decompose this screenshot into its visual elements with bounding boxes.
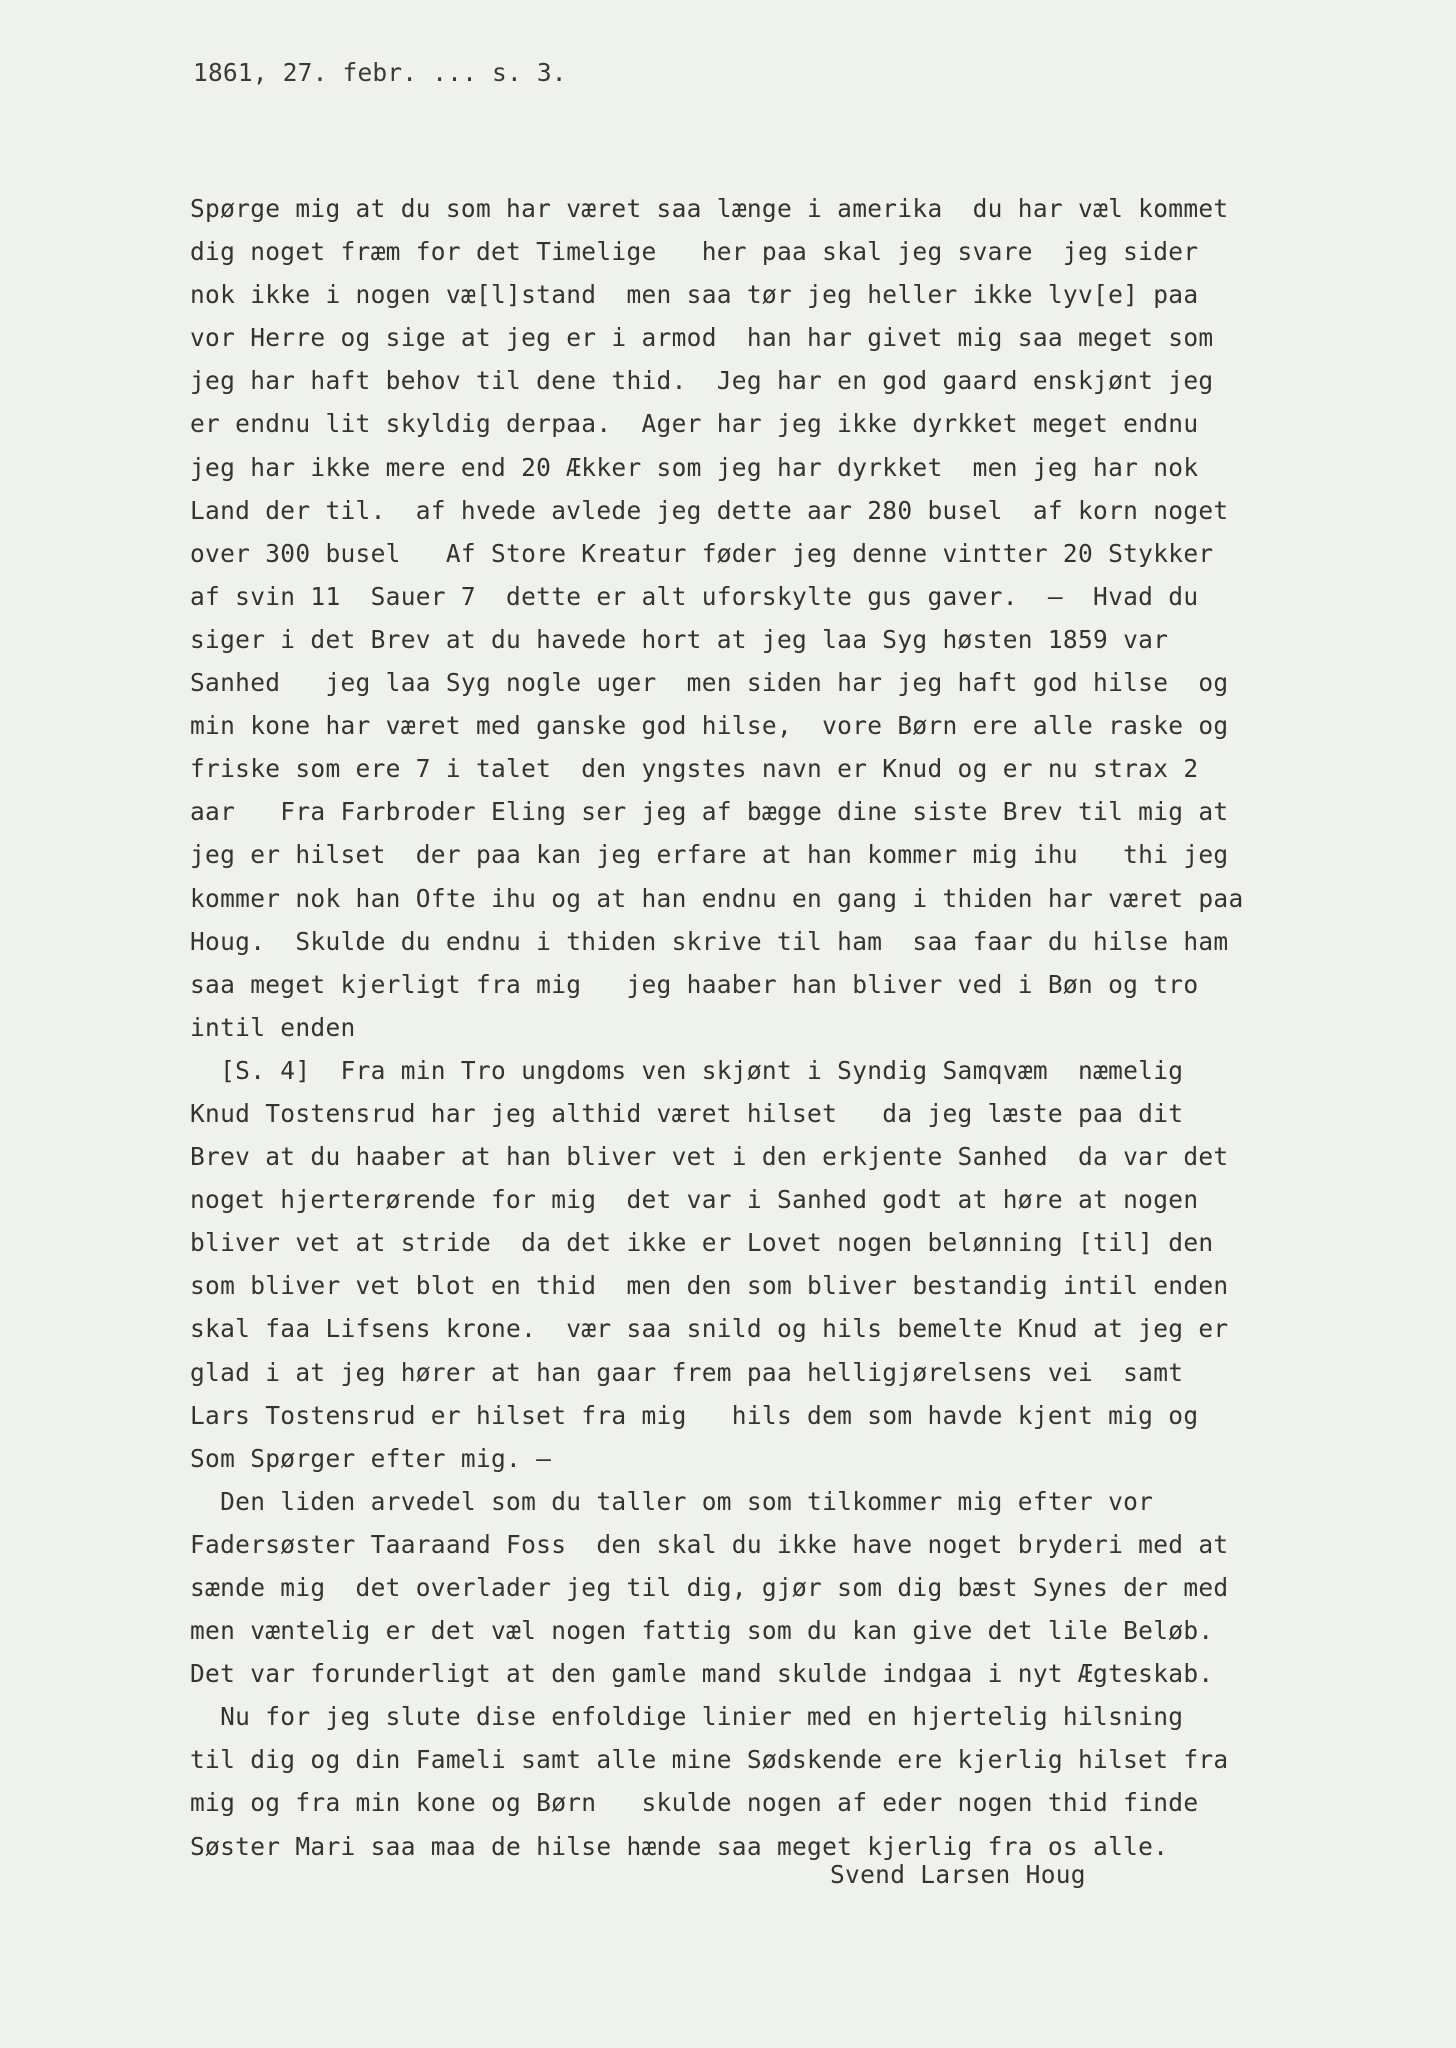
text-line: skal faa Lifsens krone. vær saa snild og hils bemelte Knud at jeg er: [190, 1314, 1229, 1344]
text-line: men væntelig er det væl nogen fattig som du kan give det lile Beløb.: [190, 1616, 1214, 1646]
text-line: friske som ere 7 i talet den yngstes navn er Knud og er nu strax 2: [190, 754, 1199, 784]
text-line: dig noget fræm for det Timelige her paa skal jeg svare jeg sider: [190, 237, 1199, 267]
text-line: sænde mig det overlader jeg til dig, gjør som dig bæst Synes der med: [190, 1573, 1229, 1602]
text-line: jeg har haft behov til dene thid. Jeg har en god gaard enskjønt jeg: [190, 366, 1214, 396]
text-line: min kone har været med ganske god hilse, vore Børn ere alle raske og: [190, 711, 1229, 741]
page-header: 1861, 27. febr. ... s. 3.: [193, 58, 567, 87]
text-line: som bliver vet blot en thid men den som bliver bestandig intil enden: [190, 1271, 1229, 1301]
text-line: [S. 4] Fra min Tro ungdoms ven skjønt i Syndig Samqvæm næmelig: [190, 1055, 1184, 1085]
text-line: saa meget kjerligt fra mig jeg haaber han bliver ved i Bøn og tro: [190, 969, 1199, 999]
text-line: Fadersøster Taaraand Foss den skal du ikke have noget bryderi med at: [190, 1529, 1229, 1559]
text-line: bliver vet at stride da det ikke er Lovet nogen belønning [til] den: [190, 1228, 1214, 1258]
text-line: Lars Tostensrud er hilset fra mig hils dem som havde kjent mig og: [190, 1400, 1199, 1430]
text-line: Sanhed jeg laa Syg nogle uger men siden har jeg haft god hilse og: [190, 668, 1229, 698]
letter-body: [190, 187, 1430, 1868]
text-line: glad i at jeg hører at han gaar frem paa helligjørelsens vei samt: [190, 1357, 1184, 1387]
text-line: Søster Mari saa maa de hilse hænde saa meget kjerlig fra os alle.: [190, 1831, 1169, 1861]
text-line: kommer nok han Ofte ihu og at han endnu en gang i thiden har været paa: [190, 883, 1244, 913]
text-line: siger i det Brev at du havede hort at jeg laa Syg høsten 1859 var: [190, 624, 1169, 654]
text-line: intil enden: [190, 1012, 356, 1042]
text-line: mig og fra min kone og Børn skulde nogen af eder nogen thid finde: [190, 1788, 1199, 1818]
text-line: jeg er hilset der paa kan jeg erfare at han kommer mig ihu thi jeg: [190, 840, 1229, 870]
text-line: Brev at du haaber at han bliver vet i den erkjente Sanhed da var det: [190, 1142, 1229, 1172]
text-line: Spørge mig at du som har været saa længe i amerika du har væl kommet: [190, 194, 1229, 223]
text-line: til dig og din Fameli samt alle mine Sødskende ere kjerlig hilset fra: [190, 1745, 1229, 1775]
text-line: Nu for jeg slute dise enfoldige linier med en hjertelig hilsning: [190, 1702, 1184, 1732]
text-line: Som Spørger efter mig. —: [190, 1443, 552, 1473]
signature: Svend Larsen Houg: [830, 1860, 1086, 1889]
text-line: over 300 busel Af Store Kreatur føder jeg denne vintter 20 Stykker: [190, 538, 1214, 568]
text-line: jeg har ikke mere end 20 Ækker som jeg har dyrkket men jeg har nok: [190, 452, 1199, 482]
text-line: Det var forunderligt at den gamle mand skulde indgaa i nyt Ægteskab.: [190, 1659, 1214, 1689]
text-line: er endnu lit skyldig derpaa. Ager har jeg ikke dyrkket meget endnu: [190, 409, 1199, 439]
text-line: Den liden arvedel som du taller om som tilkommer mig efter vor: [190, 1486, 1154, 1516]
text-line: aar Fra Farbroder Eling ser jeg af bægge dine siste Brev til mig at: [190, 797, 1229, 827]
text-line: nok ikke i nogen væ[l]stand men saa tør jeg heller ikke lyv[e] paa: [190, 280, 1199, 310]
text-line: Houg. Skulde du endnu i thiden skrive til ham saa faar du hilse ham: [190, 926, 1229, 956]
text-line: noget hjerterørende for mig det var i Sanhed godt at høre at nogen: [190, 1185, 1199, 1215]
text-line: vor Herre og sige at jeg er i armod han har givet mig saa meget som: [190, 323, 1214, 353]
text-line: af svin 11 Sauer 7 dette er alt uforskylte gus gaver. — Hvad du: [190, 581, 1199, 611]
text-line: Land der til. af hvede avlede jeg dette aar 280 busel af korn noget: [190, 495, 1229, 525]
text-line: Knud Tostensrud har jeg althid været hilset da jeg læste paa dit: [190, 1098, 1184, 1128]
